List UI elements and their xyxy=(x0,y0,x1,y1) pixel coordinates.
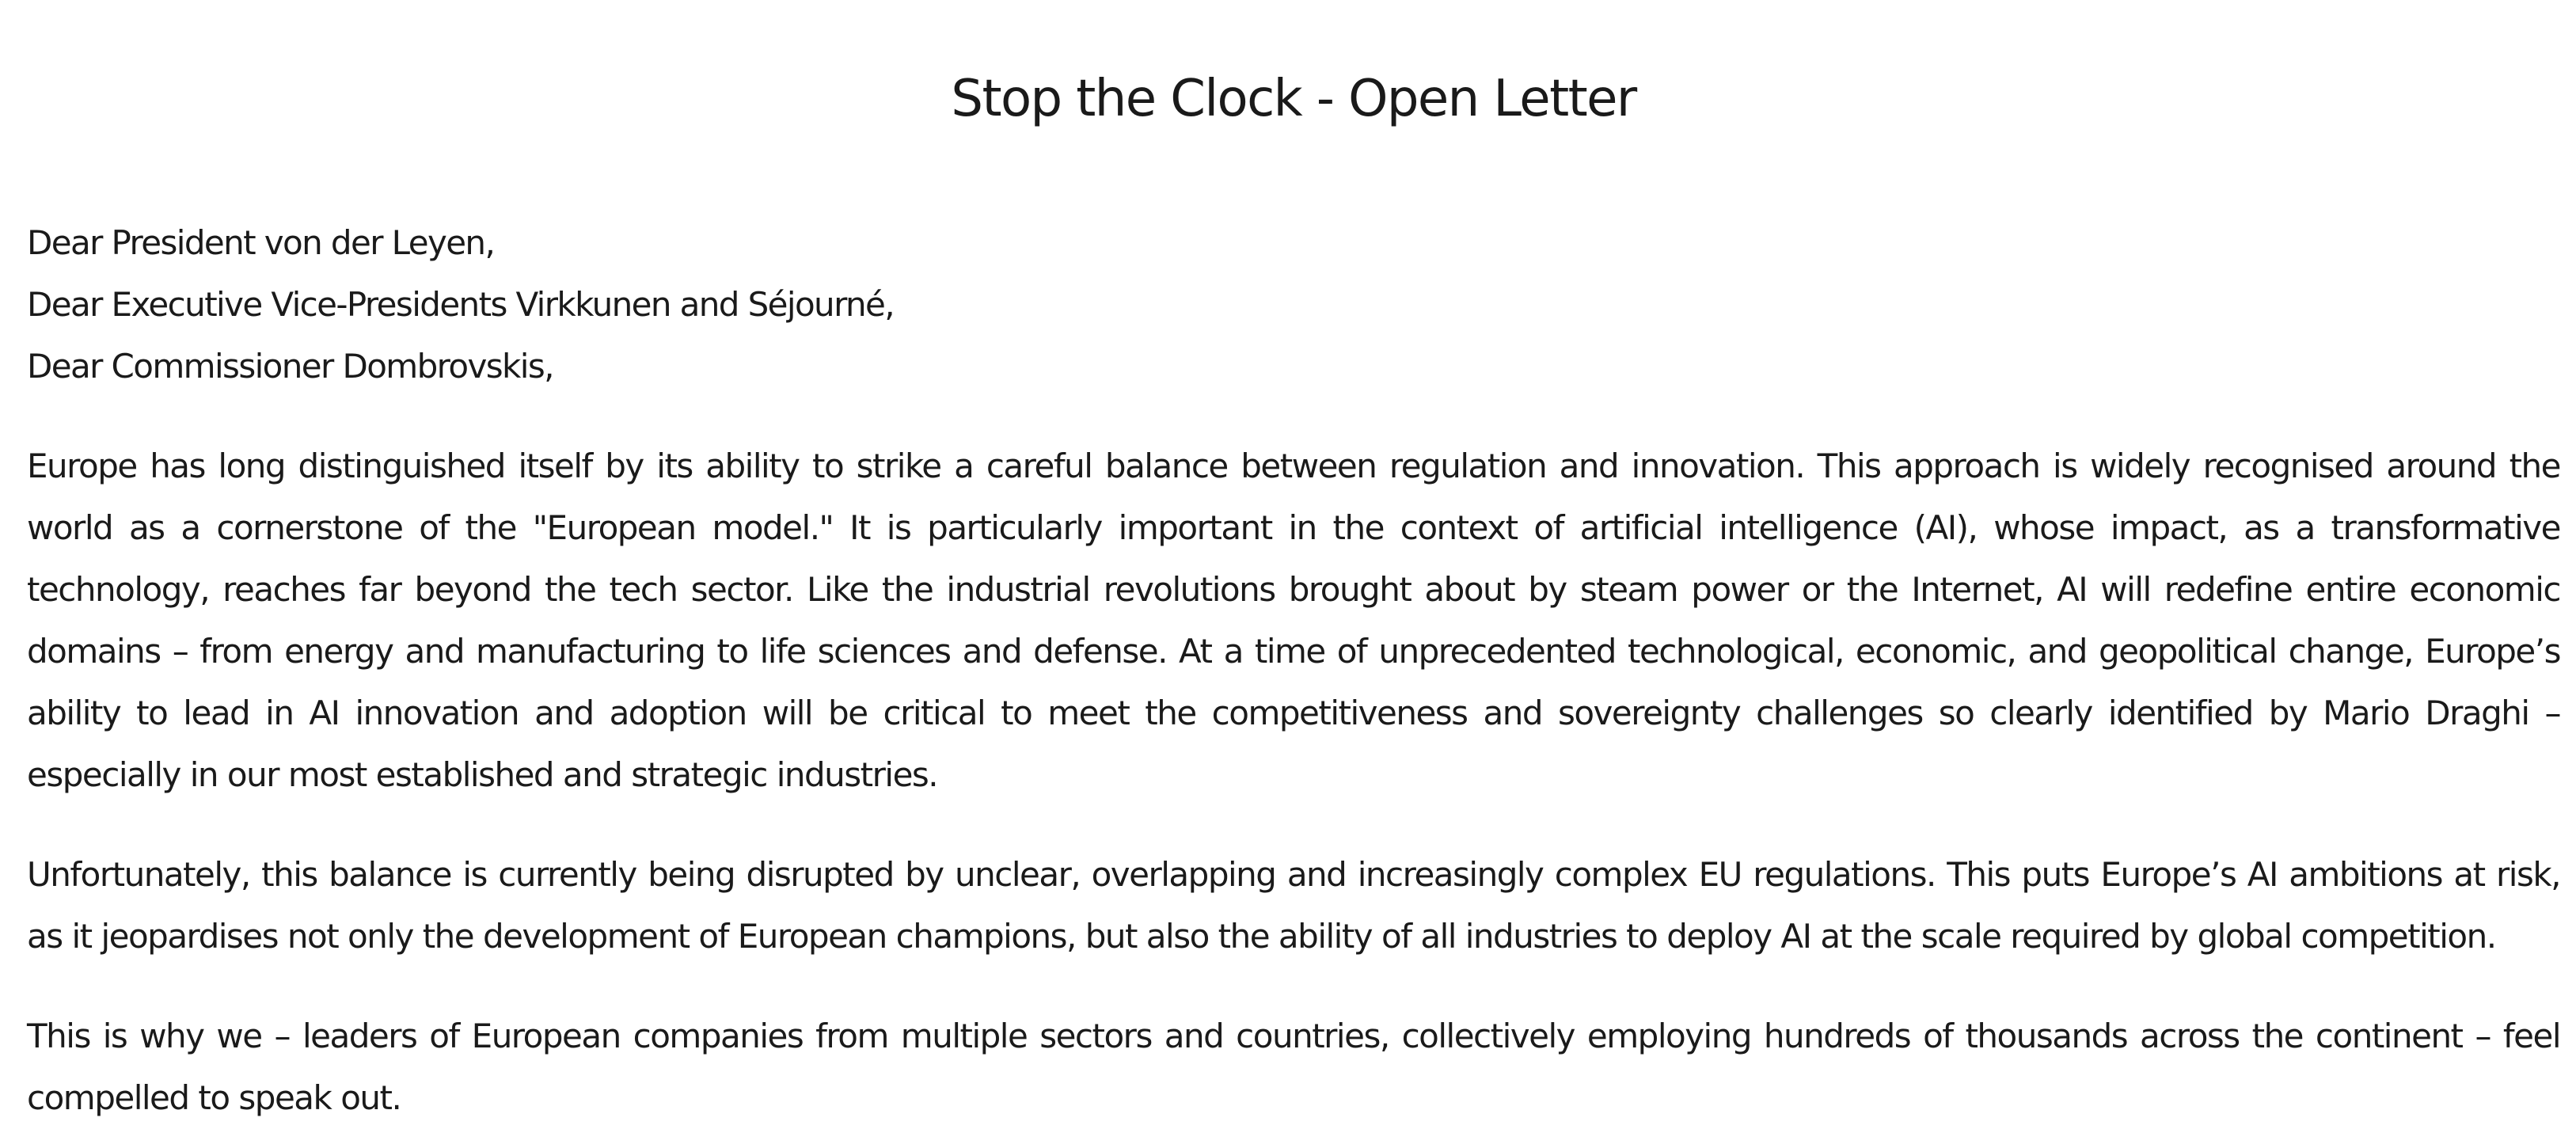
paragraph-1: Europe has long distinguished itself by its ability to strike a careful balance between regulation and innovation. This approach is widely recognised around the world as a cornerstone of the "European model." It is particularly important in the context of artificial intelligence (AI), whose impact, as a transformative technology, reaches far beyond the tech sector. Like the industrial revolutions brought about by steam power or the Internet, AI will redefine entire economic domains – from energy and manufacturing to life sciences and defense. At a time of unprecedented technological, economic, and geopolitical change, Europe’s ability to lead in AI innovation and adoption will be critical to meet the competitiveness and sovereignty challenges so clearly identified by Mario Draghi – especially in our most established and strategic industries. xyxy=(27,447,2560,794)
salutation-line-1: Dear President von der Leyen, xyxy=(27,223,495,262)
letter-page xyxy=(27,0,2560,1117)
salutation-line-2: Dear Executive Vice-Presidents Virkkunen and Séjourné, xyxy=(27,285,895,324)
paragraph-2: Unfortunately, this balance is currently being disrupted by unclear, overlapping and increasingly complex EU regulations. This puts Europe’s AI ambitions at risk, as it jeopardises not only the development of European champions, but also the ability of all industries to deploy AI at the scale required by global competition. xyxy=(27,855,2560,956)
salutation-line-3: Dear Commissioner Dombrovskis, xyxy=(27,347,553,386)
paragraph-3: This is why we – leaders of European companies from multiple sectors and countries, collectively employing hundreds of thousands across the continent – feel compelled to speak out. xyxy=(27,1017,2560,1117)
salutation-block xyxy=(27,212,2560,397)
letter-title: Stop the Clock - Open Letter xyxy=(951,70,1636,128)
